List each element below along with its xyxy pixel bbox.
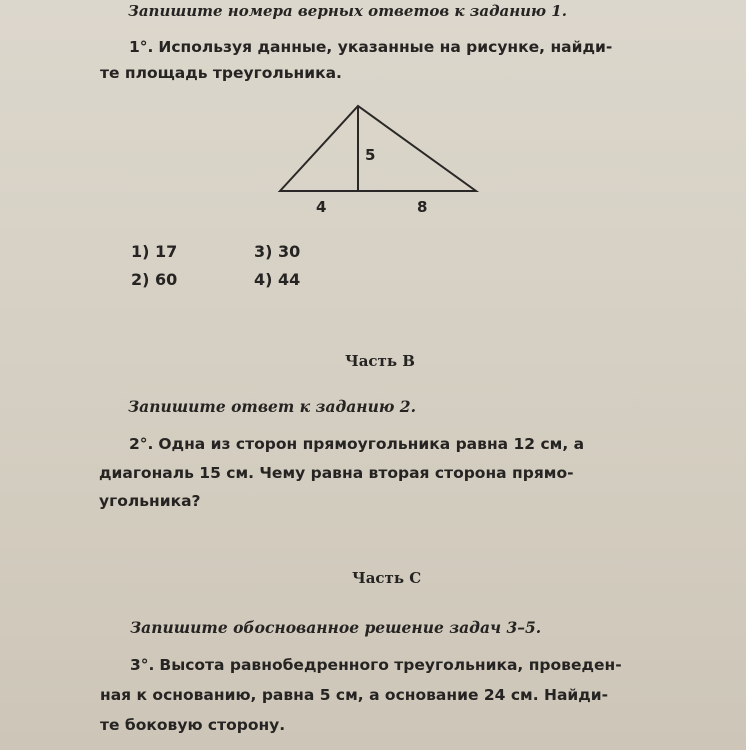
task2-text-line3: угольника?: [99, 492, 201, 510]
task2-line1: [129, 435, 584, 453]
height-label: 5: [365, 146, 376, 164]
instruction-task1: Запишите номера верных ответов к заданию 1.: [128, 2, 567, 20]
task3-text-line2: ная к основанию, равна 5 см, а основание 24 см. Найди-: [100, 686, 609, 704]
part-c-title: Часть С: [352, 569, 422, 587]
task1-text-line2: те площадь треугольника.: [100, 64, 342, 82]
task2-text-line2: диагональ 15 см. Чему равна вторая сторона прямо-: [99, 464, 574, 482]
task3-number: 3°.: [130, 656, 155, 674]
answer-option-3: 3) 30: [254, 242, 301, 261]
task3-text-line3: те боковую сторону.: [100, 716, 286, 734]
task3-text-line1: Высота равнобедренного треугольника, проведен-: [159, 656, 622, 674]
left-segment-label: 4: [316, 198, 327, 216]
task1-number: 1°.: [129, 38, 154, 56]
part-b-instruction: Запишите ответ к заданию 2.: [128, 397, 416, 416]
triangle-outline: [280, 106, 476, 191]
answer-option-2: 2) 60: [131, 270, 178, 289]
right-segment-label: 8: [417, 198, 428, 216]
part-b-title: Часть В: [345, 352, 415, 370]
part-c-instruction: Запишите обоснованное решение задач 3–5.: [130, 618, 542, 637]
task3-line1: [130, 656, 622, 674]
task2-text-line1: Одна из сторон прямоугольника равна 12 см, а: [158, 435, 585, 453]
task2-number: 2°.: [129, 435, 154, 453]
task1-text-line1: Используя данные, указанные на рисунке, найди-: [158, 38, 613, 56]
answer-option-4: 4) 44: [254, 270, 301, 289]
answer-option-1: 1) 17: [131, 242, 178, 261]
